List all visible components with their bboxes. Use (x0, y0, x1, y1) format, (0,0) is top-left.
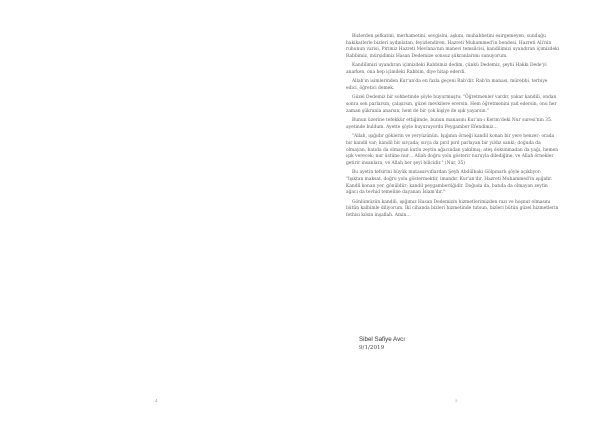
paragraph: Gönlümüzün kandili, ışığımız Hasan Dedemizin hizmetlerimizden razı ve hoşnut olmasını bütün kalbimle diliyorum. İki cihanda bizleri hizmetinde tutsun, bizleri bütün güzel hizmetlerin fethisi kılsın inşallah. Amin… (346, 199, 559, 219)
signature-date: 9/1/2019 (359, 345, 385, 351)
author-name: Sibel Safiye Avcı (359, 336, 405, 343)
paragraph: Güzel Dedemiz bir sohbetinde şöyle buyurmuştu: "Öğretmenler vardır, yakar kandili, ondan sonra sen parlarsın, çalışırsın, güzel mevkilere erersin. Hem öğretmenini yad edersin, onu her zaman şükranla anarsın, hem de bir çok kişiye de ışık yayarsın." (346, 95, 557, 114)
paragraph: Bu ayetin tefsirini büyük mutasavvıflardan Şeyh Abdülbaki Gölpınarlı şöyle açıklıyor: "Işıktan maksat, doğru yolu göstermektir, imandır, Kur'an'dır, Hazreti Muhammed'in ışığıdır. Kandil konan yer, gönüldür; kandil peygamberliğidir. Doğuda da, batıda da olmayan zeytin ağacı da tevhid temeline dayanan İslam'dır." (346, 170, 553, 196)
page-number: 4 (155, 398, 158, 403)
paragraph: Bunun üzerine tefekkür ettiğimde, bunun manasını Kur'an-ı Kerim'deki Nur suresi'nin 35. ayetinde buldum. Ayette şöyle buyuruyordu Peygamber Efendimiz… (346, 118, 553, 130)
right-page (300, 0, 600, 424)
paragraph: Allah'ın isimlerinden Kur'an'da en fazla geçeni Rab'dir. Rab'in manası, mürebbi, terbiye edici, öğretici demek. (346, 79, 548, 92)
paragraph: Kandilimizi uyandıran içimizdeki Rabbimiz dedim, çünkü Dedemiz, şeyhi Hakkı Dede'yi anarken, ona hep içimdeki Rabbim, diye hitap ederdi. (346, 63, 547, 76)
paragraph: "Allah, ışığıdır göklerin ve yeryüzünün. Işığının örneği kandil konan bir yere benzer; orada bir kandil var; kandil bir sırçada; sırça da pırıl pırıl parlayan bir yıldız sanki; doğuda da olmayan, batıda da olmayan kutlu zeytin ağacından yakılmış; ateş dokunmadan da yağı, hemen ışık verecek; nur üstüne nur… Allah doğru yolu gösterir nuruyla dilediğine, ve Allah örnekler getirir insanlara, ve Allah her şeyi bilicidir." (Nur, 35) (346, 134, 559, 166)
body-text (346, 34, 560, 222)
page-number: 5 (455, 398, 458, 403)
paragraph: Bizlerden şefkatini, merhametini, sevgisini, aşkını, muhabbetini esirgemeyen, sunduğu hakikatlerle bizleri aydınlatan, feyizlendiren, Hazreti Muhammed'in bendesi, Hazreti Ali'nin ruhunun varisi, Pirimiz Hazreti Mevlana'nın manevi temsilcisi, kandilimizi uyandıran içimizdeki Rabbimiz, mürşidimiz Hasan Dedemize sonsuz şükranlarımı sunuyorum. (346, 34, 560, 60)
signature-block (359, 336, 405, 352)
